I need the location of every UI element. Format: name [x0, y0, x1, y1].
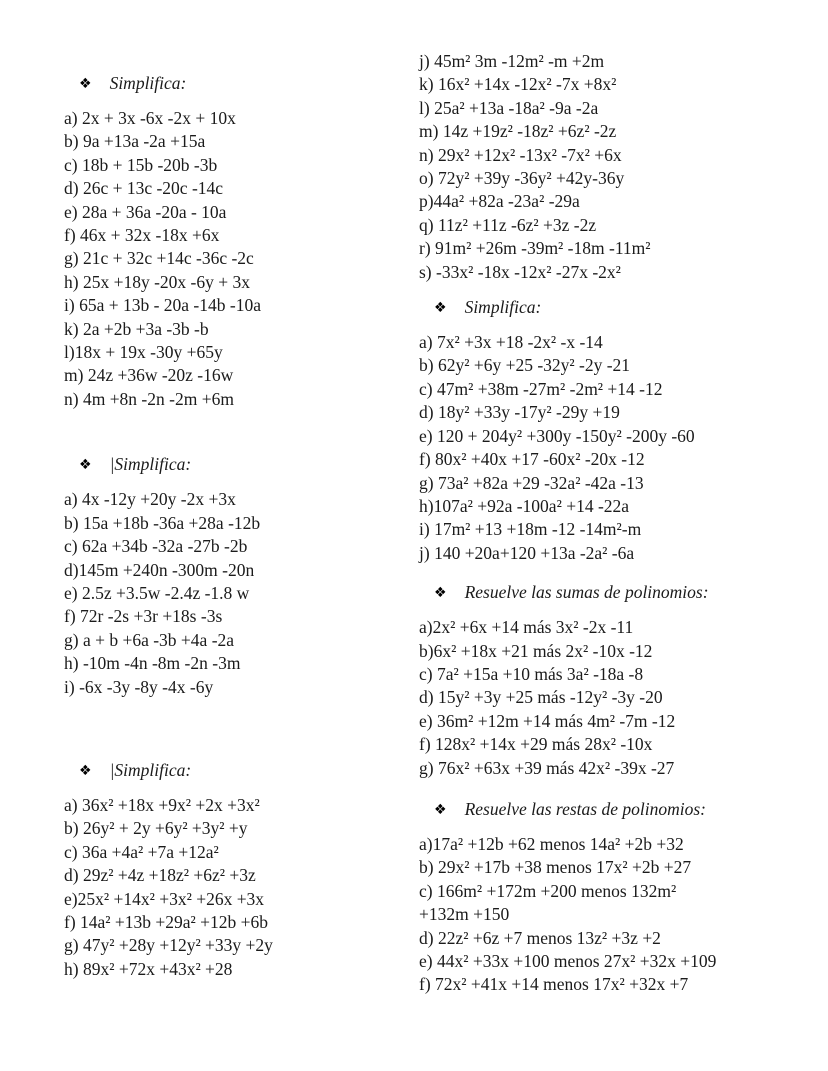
exercise-line: i) -6x -3y -8y -4x -6y	[64, 676, 214, 697]
exercise-section	[64, 759, 414, 981]
exercise-line: b) 9a +13a -2a +15a	[64, 131, 206, 152]
exercise-line: h) 89x² +72x +43x² +28	[64, 958, 233, 979]
exercise-line: g) 21c + 32c +14c -36c -2c	[64, 248, 254, 269]
exercise-section	[64, 72, 414, 411]
exercise-line: +132m +150	[419, 904, 510, 925]
section-header	[419, 581, 825, 606]
exercise-line: f) 72r -2s +3r +18s -3s	[64, 606, 223, 627]
section-header	[64, 759, 414, 784]
section-header	[64, 453, 414, 478]
diamond-bullet-icon: ❖	[79, 457, 92, 474]
exercise-line: j) 140 +20a+120 +13a -2a² -6a	[419, 542, 635, 563]
exercise-line: b) 26y² + 2y +6y² +3y² +y	[64, 818, 248, 839]
diamond-bullet-icon: ❖	[434, 801, 447, 818]
exercise-line: i) 65a + 13b - 20a -14b -10a	[64, 295, 261, 316]
diamond-bullet-icon: ❖	[434, 585, 447, 602]
section-header	[419, 296, 825, 321]
exercise-line: j) 45m² 3m -12m² -m +2m	[419, 51, 605, 71]
exercise-line: e) 44x² +33x +100 menos 27x² +32x +109	[419, 951, 717, 971]
exercise-line: f) 14a² +13b +29a² +12b +6b	[64, 911, 269, 932]
column-left	[64, 72, 414, 981]
exercise-line: e) 2.5z +3.5w -2.4z -1.8 w	[64, 582, 250, 603]
exercise-section	[419, 581, 825, 780]
exercise-line: e) 28a + 36a -20a - 10a	[64, 201, 227, 222]
exercise-line: g) a + b +6a -3b +4a -2a	[64, 629, 235, 650]
exercise-line: e) 36m² +12m +14 más 4m² -7m -12	[419, 710, 676, 731]
exercise-section	[419, 50, 825, 284]
section-title: Resuelve las sumas de polinomios:	[464, 582, 709, 603]
column-right	[419, 50, 825, 997]
diamond-bullet-icon: ❖	[79, 762, 92, 779]
exercise-line: c) 62a +34b -32a -27b -2b	[64, 536, 248, 557]
exercise-line: b) 62y² +6y +25 -32y² -2y -21	[419, 355, 631, 376]
exercise-line: a) 4x -12y +20y -2x +3x	[64, 489, 236, 510]
exercise-line: h) -10m -4n -8m -2n -3m	[64, 653, 241, 674]
exercise-line: b)6x² +18x +21 más 2x² -10x -12	[419, 640, 653, 661]
exercise-line: r) 91m² +26m -39m² -18m -11m²	[419, 238, 651, 259]
exercise-line: g) 73a² +82a +29 -32a² -42a -13	[419, 472, 644, 493]
exercise-line: g) 47y² +28y +12y² +33y +2y	[64, 935, 273, 956]
exercise-line: h) 25x +18y -20x -6y + 3x	[64, 271, 250, 292]
exercise-section	[419, 296, 825, 565]
exercise-line: m) 24z +36w -20z -16w	[64, 365, 234, 386]
exercise-line: e) 120 + 204y² +300y -150y² -200y -60	[419, 425, 695, 446]
exercise-line: a) 36x² +18x +9x² +2x +3x²	[64, 794, 260, 815]
section-title: Simplifica:	[464, 297, 542, 318]
exercise-section	[64, 453, 414, 699]
exercise-line: f) 72x² +41x +14 menos 17x² +32x +7	[419, 974, 689, 995]
exercise-line: n) 4m +8n -2n -2m +6m	[64, 388, 234, 409]
exercise-line: p)44a² +82a -23a² -29a	[419, 191, 580, 212]
exercise-line: e)25x² +14x² +3x² +26x +3x	[64, 888, 265, 909]
exercise-line: d)145m +240n -300m -20n	[64, 559, 255, 580]
exercise-line: b) 15a +18b -36a +28a -12b	[64, 512, 261, 533]
section-title: Resuelve las restas de polinomios:	[464, 798, 706, 819]
exercise-line: b) 29x² +17b +38 menos 17x² +2b +27	[419, 857, 692, 878]
exercise-line: a)17a² +12b +62 menos 14a² +2b +32	[419, 833, 684, 854]
diamond-bullet-icon: ❖	[434, 300, 447, 317]
exercise-line: d) 29z² +4z +18z² +6z² +3z	[64, 865, 256, 886]
exercise-line: a) 2x + 3x -6x -2x + 10x	[64, 108, 236, 128]
exercise-line: o) 72y² +39y -36y² +42y-36y	[419, 168, 625, 189]
exercise-line: f) 128x² +14x +29 más 28x² -10x	[419, 734, 653, 755]
exercise-line: d) 18y² +33y -17y² -29y +19	[419, 402, 620, 423]
exercise-line: a)2x² +6x +14 más 3x² -2x -11	[419, 617, 634, 638]
exercise-line: l) 25a² +13a -18a² -9a -2a	[419, 97, 599, 118]
exercise-line: m) 14z +19z² -18z² +6z² -2z	[419, 121, 617, 142]
exercise-section	[419, 798, 825, 997]
exercise-line: i) 17m² +13 +18m -12 -14m²-m	[419, 519, 642, 540]
exercise-line: f) 46x + 32x -18x +6x	[64, 225, 220, 246]
exercise-line: c) 36a +4a² +7a +12a²	[64, 841, 219, 862]
exercise-line: d) 26c + 13c -20c -14c	[64, 178, 224, 199]
exercise-line: k) 16x² +14x -12x² -7x +8x²	[419, 74, 617, 95]
exercise-line: d) 22z² +6z +7 menos 13z² +3z +2	[419, 927, 661, 948]
diamond-bullet-icon: ❖	[79, 76, 92, 92]
exercise-line: a) 7x² +3x +18 -2x² -x -14	[419, 332, 603, 353]
exercise-line: c) 166m² +172m +200 menos 132m²	[419, 880, 677, 901]
section-title: |Simplifica:	[109, 759, 192, 780]
exercise-line: k) 2a +2b +3a -3b -b	[64, 318, 209, 339]
section-header	[419, 798, 825, 823]
exercise-line: c) 7a² +15a +10 más 3a² -18a -8	[419, 663, 644, 684]
exercise-line: q) 11z² +11z -6z² +3z -2z	[419, 214, 597, 235]
exercise-line: l)18x + 19x -30y +65y	[64, 342, 223, 363]
exercise-line: s) -33x² -18x -12x² -27x -2x²	[419, 261, 621, 282]
exercise-line: c) 18b + 15b -20b -3b	[64, 154, 218, 175]
section-title: |Simplifica:	[109, 454, 192, 475]
section-header	[64, 72, 414, 97]
exercise-line: h)107a² +92a -100a² +14 -22a	[419, 495, 630, 516]
exercise-line: f) 80x² +40x +17 -60x² -20x -12	[419, 449, 645, 470]
exercise-line: c) 47m² +38m -27m² -2m² +14 -12	[419, 378, 663, 399]
exercise-line: g) 76x² +63x +39 más 42x² -39x -27	[419, 757, 675, 778]
exercise-line: d) 15y² +3y +25 más -12y² -3y -20	[419, 687, 663, 708]
section-title: Simplifica:	[109, 73, 187, 93]
exercise-line: n) 29x² +12x² -13x² -7x² +6x	[419, 144, 622, 165]
